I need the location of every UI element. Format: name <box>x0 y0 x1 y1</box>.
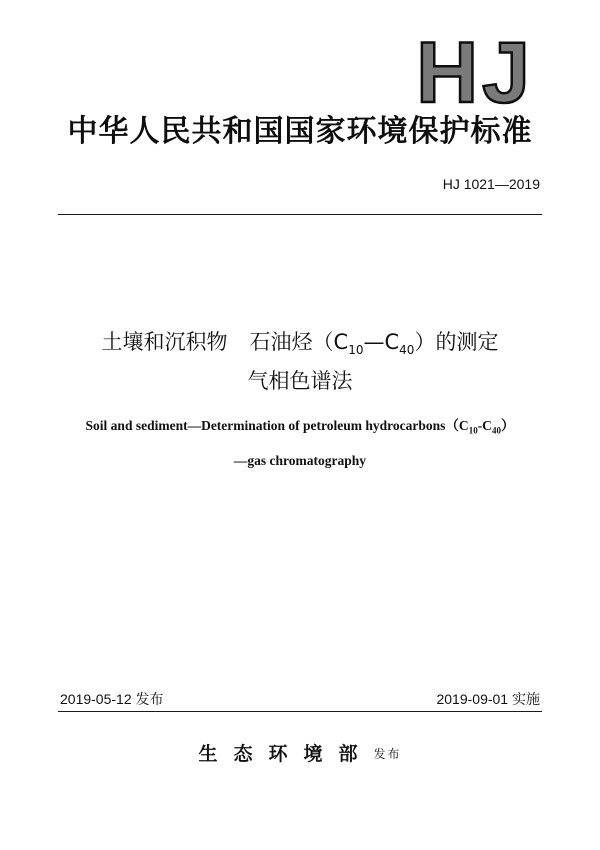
issuer-suffix: 发布 <box>373 747 402 761</box>
chinese-title-prefix: 土壤和沉积物 <box>101 330 228 354</box>
hj-logo: HJ <box>416 25 534 121</box>
issue-date: 2019-05-12 发布 <box>60 691 164 707</box>
chinese-title-line-2: 气相色谱法 <box>247 369 353 393</box>
chinese-title-subscript-1: 10 <box>348 343 364 358</box>
header-divider <box>58 214 542 215</box>
chinese-title-suffix: ）的测定 <box>414 330 499 354</box>
standard-code: HJ 1021—2019 <box>442 176 540 192</box>
issuer-name: 生态环境部 <box>198 743 374 765</box>
english-title-subscript-1: 10 <box>468 425 478 436</box>
standard-title: 中华人民共和国国家环境保护标准 <box>67 114 533 149</box>
english-title-suffix: ） <box>500 418 515 433</box>
implementation-date: 2019-09-01 实施 <box>436 691 540 707</box>
issuer <box>0 739 600 766</box>
chinese-title-mid: —C <box>363 330 400 354</box>
english-title-line-2: —gas chromatography <box>233 453 367 468</box>
chinese-title-line-1 <box>0 327 600 365</box>
english-title-mid: -C <box>477 418 492 433</box>
english-title-prefix: Soil and sediment—Determination of petroleum hydrocarbons（C <box>85 418 469 433</box>
chinese-title-subscript-2: 40 <box>399 343 415 358</box>
english-title-line-1 <box>0 417 600 440</box>
english-title-subscript-2: 40 <box>491 425 501 436</box>
chinese-title-main: 石油烃（C <box>249 330 349 354</box>
footer-divider <box>58 711 542 712</box>
